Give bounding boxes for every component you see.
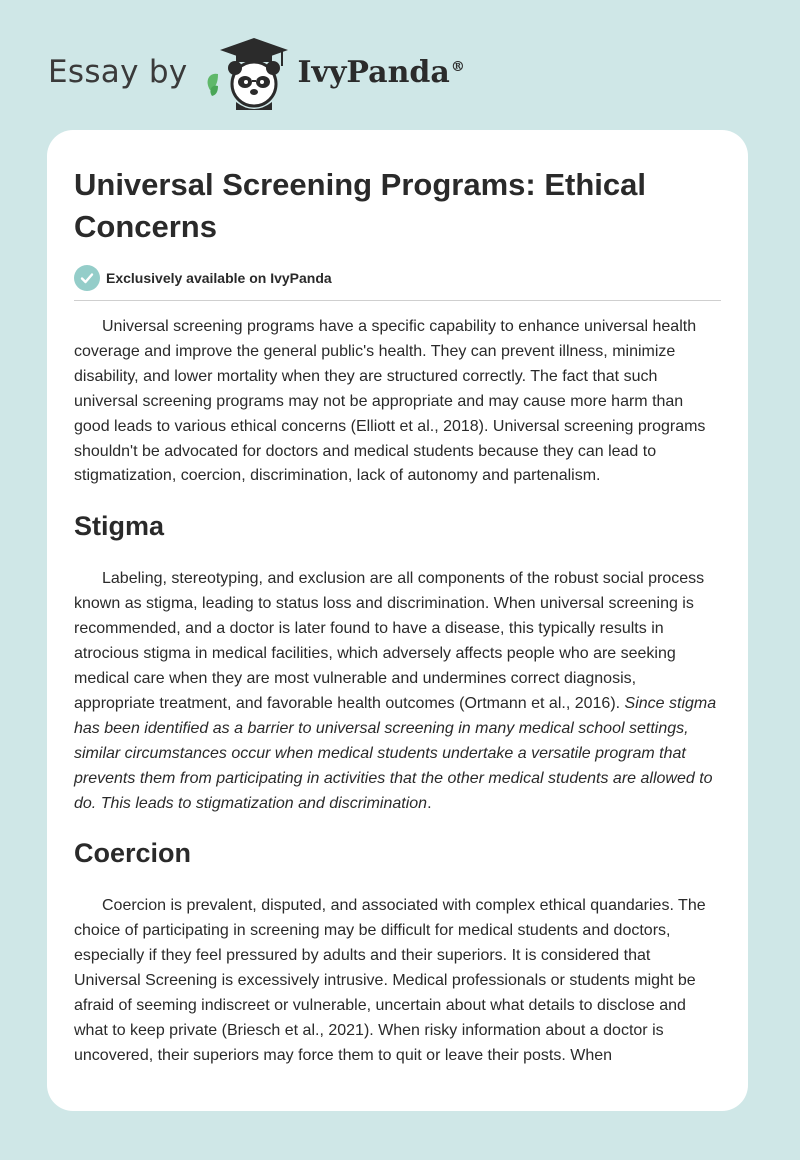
checkmark-icon xyxy=(74,265,100,291)
divider xyxy=(74,300,721,301)
essay-card xyxy=(47,130,748,1111)
exclusive-label: Exclusively available on IvyPanda xyxy=(106,270,332,286)
panda-logo-icon xyxy=(202,34,292,110)
essay-by-label: Essay by xyxy=(48,54,188,90)
stigma-paragraph: Labeling, stereotyping, and exclusion are all components of the robust social process known as stigma, leading to status loss and discrimination. When universal screening is recommended, and a doctor is later found to have a disease, this typically results in atrocious stigma in medical facilities, which adversely affects people who are seeking medical care when they are most vulnerable and undermines correct diagnosis, appropriate treatment, and favorable health outcomes (Ortmann et al., 2016). Since stigma has been identified as a barrier to universal screening in many medical school settings, similar circumstances occur when medical students undertake a versatile program that prevents them from participating in activities that the other medical students are allowed to do. This leads to stigmatization and discrimination. xyxy=(74,570,717,812)
brand-header[interactable] xyxy=(48,34,465,110)
intro-paragraph: Universal screening programs have a specific capability to enhance universal health coverage and improve the general public's health. They can prevent illness, minimize disability, and lower mortality when they are structured correctly. The fact that such universal screening programs may not be appropriate and may cause more harm than good leads to various ethical concerns (Elliott et al., 2018). Universal screening programs shouldn't be advocated for doctors and medical students because they can lead to stigmatization, coercion, discrimination, lack of autonomy and partenalism. xyxy=(74,318,706,485)
coercion-paragraph: Coercion is prevalent, disputed, and associated with complex ethical quandaries. The choice of participating in screening may be difficult for medical students and doctors, especially if they feel pressured by adults and their superiors. It is considered that Universal Screening is excessively intrusive. Medical professionals or students might be afraid of seeming indiscreet or vulnerable, uncertain about what details to disclose and what to keep private (Briesch et al., 2021). When risky information about a doctor is uncovered, their superiors may force them to quit or leave their posts. When xyxy=(74,897,706,1064)
exclusive-badge xyxy=(74,264,721,292)
section-heading-stigma: Stigma xyxy=(74,511,165,542)
section-heading-coercion: Coercion xyxy=(74,838,192,869)
ivypanda-wordmark: IvyPanda® xyxy=(297,54,465,90)
essay-title: Universal Screening Programs: Ethical Concerns xyxy=(74,167,646,244)
stigma-italic-text: Since stigma has been identified as a barrier to universal screening in many medical school settings, similar circumstances occur when medical students undertake a versatile program that prevents them from participating in activities that the other medical students are allowed to do. This leads to stigmatization and discrimination xyxy=(74,694,717,812)
